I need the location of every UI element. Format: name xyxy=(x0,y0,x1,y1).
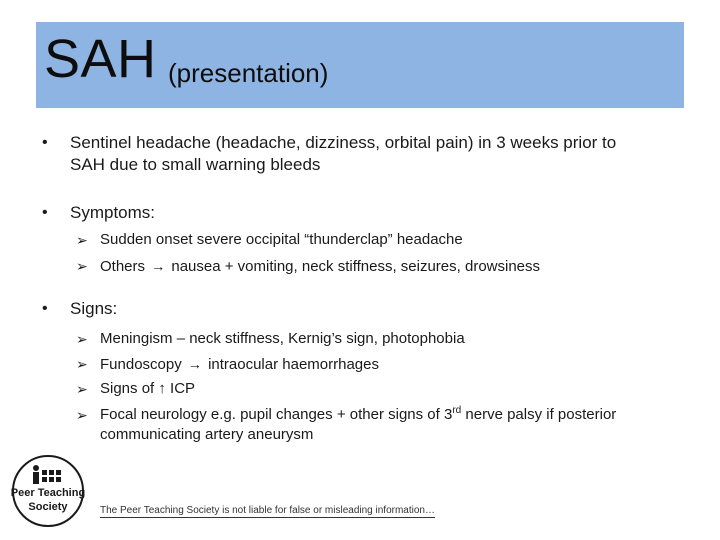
bullet-symptoms xyxy=(42,202,156,224)
right-arrow-icon: → xyxy=(151,258,166,274)
symptom-text: Others xyxy=(100,258,146,275)
symptom-text: Sudden onset severe occipital “thunderclap” headache xyxy=(100,231,463,248)
arrow-bullet-icon: ➢ xyxy=(76,258,88,274)
bullet-text-line2: SAH due to small warning bleeds xyxy=(70,155,321,174)
arrow-bullet-icon: ➢ xyxy=(76,381,88,397)
disclaimer: The Peer Teaching Society is not liable for false or misleading information… xyxy=(100,505,435,516)
superscript: rd xyxy=(452,405,462,416)
sign-item xyxy=(76,379,196,399)
symptom-item xyxy=(76,230,463,250)
bullet-text: Sentinel headache (headache, dizziness, orbital pain) in 3 weeks prior to xyxy=(70,133,617,152)
bullet-text: Signs: xyxy=(70,299,118,318)
symptom-text-post: nausea + vomiting, neck stiffness, seizures, drowsiness xyxy=(171,258,541,275)
bullet-dot: • xyxy=(42,204,48,221)
bullet-signs xyxy=(42,298,118,320)
sign-text-post: intraocular haemorrhages xyxy=(208,356,379,373)
sign-text: Signs of ↑ ICP xyxy=(100,380,196,397)
right-arrow-icon: → xyxy=(187,356,202,372)
bullet-text: Symptoms: xyxy=(70,203,156,222)
bullet-dot: • xyxy=(42,300,48,317)
sign-text-line2: communicating artery aneurysm xyxy=(100,426,314,443)
sign-item xyxy=(76,329,465,349)
logo-line1: Peer Teaching xyxy=(10,487,86,499)
sign-text: Fundoscopy xyxy=(100,356,182,373)
bullet-dot: • xyxy=(42,134,48,151)
slide-title: SAH xyxy=(44,29,157,89)
arrow-bullet-icon: ➢ xyxy=(76,356,88,372)
slide-subtitle: (presentation) xyxy=(168,58,329,88)
sign-item xyxy=(76,405,680,445)
sign-text: Meningism – neck stiffness, Kernig’s sign, photophobia xyxy=(100,330,465,347)
sign-item xyxy=(76,354,379,375)
peer-teaching-society-logo xyxy=(8,454,88,528)
logo-graphic-icon xyxy=(8,454,88,528)
title-bar xyxy=(36,22,684,108)
bullet-sentinel xyxy=(42,132,680,176)
arrow-bullet-icon: ➢ xyxy=(76,331,88,347)
arrow-bullet-icon: ➢ xyxy=(76,407,88,423)
symptom-item xyxy=(76,256,541,277)
logo-line2: Society xyxy=(28,501,68,513)
sign-text: Focal neurology e.g. pupil changes + other signs of 3 xyxy=(100,406,453,423)
arrow-bullet-icon: ➢ xyxy=(76,232,88,248)
sign-text-post: nerve palsy if posterior xyxy=(461,406,617,423)
